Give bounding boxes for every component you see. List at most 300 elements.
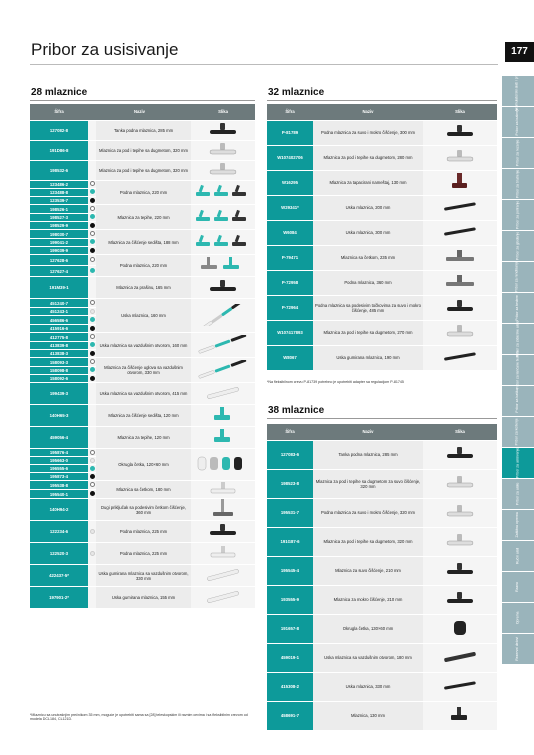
table-row (30, 481, 255, 490)
floor-white2-icon (206, 546, 240, 561)
side-tab-label: Oprema (515, 611, 520, 625)
product-code: 158098-8 (30, 366, 88, 374)
floor-teal3-icon (196, 183, 250, 202)
color-dot-cell (88, 160, 96, 180)
color-dot-cell (88, 140, 96, 160)
product-image (423, 701, 497, 730)
color-dot (90, 326, 95, 331)
color-dot (90, 482, 95, 487)
table-row (267, 556, 497, 585)
product-image (191, 521, 255, 543)
product-image (423, 320, 497, 345)
color-dot-cell (88, 358, 96, 366)
color-dot-cell (88, 565, 96, 587)
product-image (423, 120, 497, 145)
product-name: Mlaznica za pod i tepihe sa dugmetom za suvo čišćenje, 320 mm (313, 469, 423, 498)
product-code: 198526-1 (30, 205, 88, 213)
color-dot-cell (88, 247, 96, 255)
side-tab[interactable] (502, 633, 534, 664)
product-code: 191G87-6 (267, 527, 313, 556)
product-code: W8067 (267, 345, 313, 370)
product-image (191, 255, 255, 277)
product-name: Tanka podna mlaznica, 285 mm (313, 440, 423, 469)
table-row (30, 230, 255, 238)
floor-dark-icon (443, 125, 477, 140)
floor-dark-icon (443, 563, 477, 578)
product-code: 140H94-2 (30, 499, 88, 521)
crevice3-icon (196, 335, 250, 356)
color-dot (90, 351, 95, 356)
floor-white-icon (443, 150, 477, 165)
table-row (267, 195, 497, 220)
product-name: Podna mlaznica sa podesivim točkovima za suvo i mokro čišćenje, 485 mm (313, 295, 423, 320)
table-row (267, 643, 497, 672)
product-code: 458691-7 (267, 701, 313, 730)
table-row (267, 320, 497, 345)
product-code: 195873-4 (30, 473, 88, 481)
product-code: 195531-7 (267, 498, 313, 527)
side-tab[interactable] (502, 261, 534, 292)
color-dot-cell (88, 238, 96, 246)
product-name: Dugi priključak sa podesivim četkom čišćenje, 360 mm (96, 499, 191, 521)
table-row (267, 270, 497, 295)
side-tab-label: Pribor za brušenje (515, 169, 520, 199)
product-name: Mlaznica za pod i tepihe sa dugmetom, 320 mm (96, 160, 191, 180)
title-divider (30, 64, 498, 65)
color-dot (90, 239, 95, 244)
table-row (30, 383, 255, 405)
color-dot (90, 214, 95, 219)
side-tab[interactable] (502, 416, 534, 447)
floor-teal3-icon (196, 208, 250, 227)
product-name: Mlaznica za pod i tepihe sa dugmetom, 320 mm (96, 140, 191, 160)
product-code: 127627-4 (30, 266, 88, 277)
floor-white-icon (206, 163, 240, 178)
table-38-nozzles (267, 424, 497, 731)
color-dot-cell (88, 316, 96, 325)
color-dot (90, 300, 95, 305)
product-name: Uska mlaznica, 330 mm (313, 672, 423, 701)
color-dot (90, 189, 95, 194)
color-dot (90, 223, 95, 228)
product-image (423, 672, 497, 701)
crevice-white-icon (203, 386, 243, 401)
color-dot-cell (88, 180, 96, 188)
color-dot (90, 248, 95, 253)
crevice1-icon (440, 350, 480, 365)
product-image (191, 299, 255, 333)
section-divider (30, 100, 255, 101)
table-row (30, 358, 255, 366)
side-tab[interactable] (502, 602, 534, 633)
product-name: Uska gumirana mlaznica sa vazdušnim otvorom, 330 mm (96, 565, 191, 587)
product-code: 198523-8 (267, 469, 313, 498)
color-dot-cell (88, 307, 96, 316)
crevice1-icon (440, 225, 480, 240)
product-image (423, 556, 497, 585)
table-header (267, 104, 497, 120)
header-code: Šifra (267, 424, 313, 440)
color-dot-cell (88, 324, 96, 333)
product-code: 199041-2 (30, 238, 88, 246)
product-code: 197901-2* (30, 587, 88, 609)
footnote-32: *Na fleksibilnom crevu P-81739 potrebno je upotrebiti adapter sa regulacijom P-81745 (267, 380, 404, 384)
crevice-white-icon (203, 590, 243, 605)
color-dot-cell (88, 457, 96, 465)
long-brush-icon (203, 499, 243, 520)
product-code: 122520-3 (30, 543, 88, 565)
side-tab[interactable] (502, 540, 534, 571)
floor-grey-icon (443, 250, 477, 265)
color-dot-cell (88, 427, 96, 449)
section-title-28: 28 mlaznice (31, 87, 88, 98)
product-name: Podna mlaznica, 220 mm (96, 255, 191, 277)
product-code: 198529-9 (30, 222, 88, 230)
table-row (30, 521, 255, 543)
table-row (30, 449, 255, 457)
color-dot (90, 450, 95, 455)
table-row (267, 585, 497, 614)
header-name: Naziv (313, 424, 423, 440)
side-tab[interactable] (502, 230, 534, 261)
product-code: 127628-6 (30, 255, 88, 266)
product-code: 123486-2 (30, 180, 88, 188)
color-dot-cell (88, 587, 96, 609)
round-brush-icon (445, 619, 475, 638)
product-code: 195540-1 (30, 490, 88, 499)
crevice3-icon (196, 360, 250, 381)
color-dot (90, 474, 95, 479)
color-dot-cell (88, 341, 96, 349)
product-code: 415308-2 (267, 672, 313, 701)
product-name: Okrugla četka, 130×60 mm (313, 614, 423, 643)
product-image (191, 180, 255, 205)
product-code: 456586-6 (30, 316, 88, 325)
product-code: 198532-6 (30, 160, 88, 180)
side-tab-label: Pribor za testere (515, 295, 520, 321)
section-divider (267, 418, 497, 419)
product-code: 413838-3 (30, 350, 88, 358)
product-code: P-79471 (267, 245, 313, 270)
floor-teal3-icon (196, 233, 250, 252)
floor-dark-icon (206, 123, 240, 138)
product-name: Mlaznica za čišćenje sedišta, 188 mm (96, 230, 191, 255)
floor-white2-icon (206, 482, 240, 497)
color-dot (90, 376, 95, 381)
table-row (267, 220, 497, 245)
floor-grey-icon (443, 275, 477, 290)
side-tab[interactable] (502, 571, 534, 602)
product-name: Tanka podna mlaznica, 285 mm (96, 120, 191, 140)
product-code: 123539-7 (30, 197, 88, 205)
product-code: 198527-3 (30, 213, 88, 221)
color-dot (90, 367, 95, 372)
table-row (30, 140, 255, 160)
product-name: Mlaznica za pod i tepihe sa dugmetom, 280 mm (313, 145, 423, 170)
table-row (267, 614, 497, 643)
product-code: 413839-8 (30, 341, 88, 349)
side-tab-label: Pribor za zidarske alate (515, 320, 520, 358)
color-dot-cell (88, 543, 96, 565)
crevice1-icon (440, 200, 480, 215)
product-code: W6084 (267, 220, 313, 245)
color-dot (90, 491, 95, 496)
side-tab[interactable] (502, 385, 534, 416)
table-header (267, 424, 497, 440)
product-name: Mlaznica za tepihe, 120 mm (96, 427, 191, 449)
side-tab[interactable] (502, 137, 534, 168)
product-image (423, 440, 497, 469)
side-tab[interactable] (502, 478, 534, 509)
table-row (30, 499, 255, 521)
floor-white-icon (443, 325, 477, 340)
color-dot-cell (88, 205, 96, 213)
product-code: 198030-7 (30, 230, 88, 238)
table-row (267, 170, 497, 195)
product-image (191, 587, 255, 609)
side-tabs (502, 70, 534, 664)
product-code: 158092-6 (30, 375, 88, 383)
product-code: 123488-8 (30, 188, 88, 196)
product-name: Podna mlaznica, 225 mm (96, 543, 191, 565)
product-image (423, 498, 497, 527)
seat-dark-icon (445, 707, 475, 724)
side-tab[interactable] (502, 168, 534, 199)
color-dot-cell (88, 222, 96, 230)
product-code: 459056-4 (30, 427, 88, 449)
side-tab[interactable] (502, 292, 534, 323)
table-32-nozzles (267, 104, 497, 371)
product-code: 193555-9 (267, 585, 313, 614)
seat-teal-icon (208, 407, 238, 424)
product-code: 195876-4 (30, 449, 88, 457)
product-code: 451240-7 (30, 299, 88, 308)
table-row (267, 672, 497, 701)
side-tab-label: Ručni alati (515, 547, 520, 565)
header-name: Naziv (313, 104, 423, 120)
table-row (267, 701, 497, 730)
color-dot (90, 334, 95, 339)
color-dot (90, 231, 95, 236)
side-tab-label: Pribor za baštu (515, 389, 520, 413)
product-name: Mlaznica za čišćenje sedišta, 120 mm (96, 405, 191, 427)
section-title-38: 38 mlaznice (268, 405, 325, 416)
product-name: Mlaznica za prašinu, 165 mm (96, 277, 191, 299)
color-dot (90, 458, 95, 463)
product-code: 140H65-3 (30, 405, 88, 427)
product-code: P-81789 (267, 120, 313, 145)
side-tab[interactable] (502, 509, 534, 540)
side-tab-label: Pribor za rendisanje (515, 261, 520, 293)
product-image (191, 499, 255, 521)
product-code: 422437-5* (30, 565, 88, 587)
table-28-nozzles (30, 104, 255, 609)
color-dot-cell (88, 490, 96, 499)
product-image (423, 195, 497, 220)
side-tab[interactable] (502, 106, 534, 137)
side-tab-label: Pribor za usisivanje (515, 447, 520, 479)
product-name: Mlaznica za pod i tepihe sa dugmetom, 320 mm (313, 527, 423, 556)
product-image (191, 427, 255, 449)
table-row (267, 120, 497, 145)
product-code: 415916-6 (30, 324, 88, 333)
color-dot (90, 309, 95, 314)
table-row (30, 299, 255, 308)
upholstery-icon (445, 173, 475, 192)
side-tab-label: Zaštitna oprema (515, 512, 520, 538)
product-image (191, 277, 255, 299)
product-image (191, 230, 255, 255)
color-dot-cell (88, 266, 96, 277)
product-image (423, 170, 497, 195)
product-code: 412775-8 (30, 333, 88, 341)
product-code: W107402706 (267, 145, 313, 170)
table-row (267, 345, 497, 370)
product-image (191, 140, 255, 160)
product-name: Okrugla četka, 120×60 mm (96, 449, 191, 481)
color-dot-cell (88, 465, 96, 473)
product-name: Mlaznica za čišćenje uglova sa vazdušnim otvorom, 330 mm (96, 358, 191, 383)
product-image (191, 333, 255, 358)
product-name: Uska gumirana mlaznica, 190 mm (313, 345, 423, 370)
product-name: Mlaznica za tapacirani nameštaj, 130 mm (313, 170, 423, 195)
header-image: Slika (191, 104, 255, 120)
product-image (423, 295, 497, 320)
product-code: 199439-3 (30, 383, 88, 405)
color-dot-cell (88, 481, 96, 490)
color-dot-cell (88, 277, 96, 299)
side-tab[interactable] (502, 199, 534, 230)
product-code: W107417893 (267, 320, 313, 345)
product-name: Mlaznica za suvo čišćenje, 210 mm (313, 556, 423, 585)
product-name: Mlaznica za tepihe, 220 mm (96, 205, 191, 230)
color-dot-cell (88, 405, 96, 427)
product-name: Podna mlaznica, 220 mm (96, 180, 191, 205)
side-tab-label: Razno (515, 581, 520, 593)
product-image (423, 345, 497, 370)
header-code: Šifra (267, 104, 313, 120)
product-name: Uska mlaznica sa vazdušnim otvorom, 160 mm (96, 333, 191, 358)
color-dot-cell (88, 449, 96, 457)
color-dot (90, 551, 95, 556)
product-code: 191D86-8 (30, 140, 88, 160)
table-row (30, 587, 255, 609)
product-name: Mlaznica sa četkom, 180 mm (96, 481, 191, 499)
side-tab-label: Pribor za alate (515, 482, 520, 506)
side-tab-label: Pribor za košenje (515, 418, 520, 446)
product-name: Uska mlaznica, 200 mm (313, 195, 423, 220)
product-image (423, 270, 497, 295)
color-dot-cell (88, 213, 96, 221)
color-dot-cell (88, 350, 96, 358)
product-code: 195545-4 (267, 556, 313, 585)
side-tab[interactable] (502, 350, 534, 390)
top-bar (30, 0, 500, 5)
product-code: W29341* (267, 195, 313, 220)
product-image (423, 145, 497, 170)
product-image (191, 449, 255, 481)
product-name: Mlaznica sa četkom, 235 mm (313, 245, 423, 270)
product-code: 195663-0 (30, 457, 88, 465)
section-divider (267, 100, 497, 101)
side-tab-label: Pribor za poliranje (515, 200, 520, 230)
product-image (191, 205, 255, 230)
floor-dark-icon (206, 280, 240, 295)
header-code: Šifra (30, 104, 88, 120)
product-image (191, 120, 255, 140)
product-image (423, 643, 497, 672)
product-name: Podna mlaznica za suvo i mokro čišćenje, 300 mm (313, 120, 423, 145)
product-image (191, 405, 255, 427)
floor-dark-icon (443, 447, 477, 462)
product-name: Mlaznica za pod i tepihe sa dugmetom, 270 mm (313, 320, 423, 345)
product-code: 127083-6 (267, 440, 313, 469)
color-dot (90, 268, 95, 273)
product-name: Mlaznica, 130 mm (313, 701, 423, 730)
product-code: P-72964 (267, 295, 313, 320)
side-tab-label: Rezervni delovi (515, 637, 520, 661)
product-code: 127082-8 (30, 120, 88, 140)
seat-teal-icon (208, 429, 238, 446)
product-name: Uska mlaznica, 160 mm (96, 299, 191, 333)
product-image (423, 585, 497, 614)
table-row (30, 205, 255, 213)
floor-dark-icon (443, 592, 477, 607)
table-row (267, 527, 497, 556)
product-image (423, 220, 497, 245)
header-image: Slika (423, 104, 497, 120)
product-code: 451243-1 (30, 307, 88, 316)
color-dot (90, 466, 95, 471)
table-row (267, 498, 497, 527)
color-dot-cell (88, 499, 96, 521)
table-row (30, 180, 255, 188)
table-row (30, 160, 255, 180)
product-code: 199039-9 (30, 247, 88, 255)
product-image (191, 565, 255, 587)
color-dot-cell (88, 521, 96, 543)
side-tab-label: Pribor za lančane testere (515, 350, 520, 390)
side-tab[interactable] (502, 70, 534, 112)
product-image (191, 543, 255, 565)
floor-two-icon (201, 256, 245, 275)
color-dot-cell (88, 197, 96, 205)
color-dot (90, 206, 95, 211)
product-name: Podna mlaznica, 225 mm (96, 521, 191, 543)
product-image (191, 481, 255, 499)
color-dot-cell (88, 299, 96, 308)
color-dot-cell (88, 188, 96, 196)
floor-dark-icon (206, 524, 240, 539)
table-row (267, 145, 497, 170)
table-row (30, 427, 255, 449)
color-dot (90, 181, 95, 186)
product-code: 158093-3 (30, 358, 88, 366)
product-name: Mlaznica za mokro čišćenje, 210 mm (313, 585, 423, 614)
table-row (267, 469, 497, 498)
color-dot-cell (88, 120, 96, 140)
color-dot-cell (88, 230, 96, 238)
table-row (30, 333, 255, 341)
floor-white-icon (443, 534, 477, 549)
color-dot (90, 198, 95, 203)
product-name: Podna mlaznica, 360 mm (313, 270, 423, 295)
floor-white-icon (443, 505, 477, 520)
table-row (30, 543, 255, 565)
header-image: Slika (423, 424, 497, 440)
table-row (267, 245, 497, 270)
side-tab[interactable] (502, 447, 534, 478)
